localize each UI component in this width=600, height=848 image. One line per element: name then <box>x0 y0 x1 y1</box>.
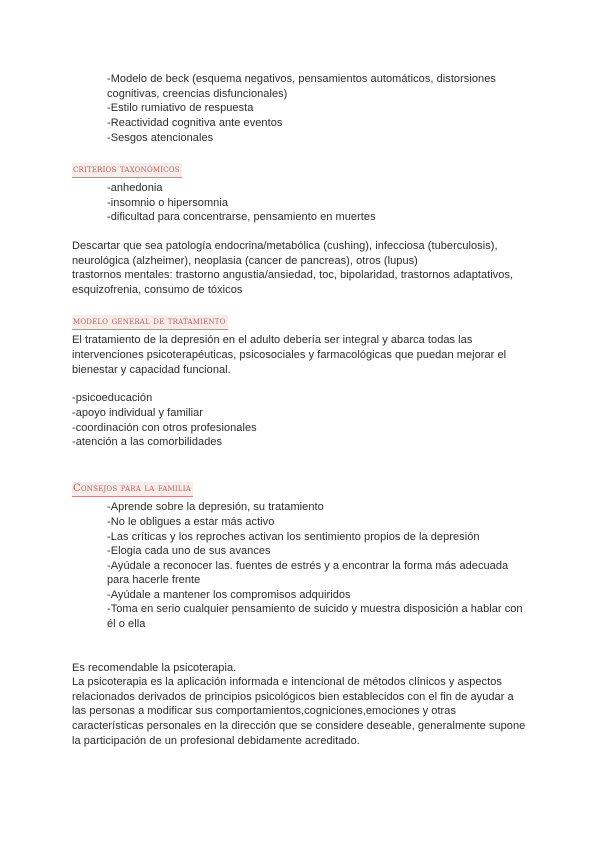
consejos-item: -Ayúdale a reconocer las. fuentes de estrés y a encontrar la forma más adecuada <box>107 560 509 572</box>
descartar-line: trastornos mentales: trastorno angustia/ansiedad, toc, bipolaridad, trastornos adaptativos, <box>72 269 514 281</box>
criterios-item: -dificultad para concentrarse, pensamiento en muertes <box>107 211 376 223</box>
criterios-heading: criterios taxonómicos <box>72 163 182 178</box>
consejos-item: -Elogia cada uno de sus avances <box>107 545 271 557</box>
modelo-paragraph-line: intervenciones psicoterapéuticas, psicosociales y farmacológicas que puedan mejorar el <box>72 349 507 361</box>
descartar-line: neurológica (alzheimer), neoplasia (cancer de pancreas), otros (lupus) <box>72 255 418 267</box>
descartar-line: esquizofrenia, consumo de tóxicos <box>72 284 243 296</box>
modelo-paragraph-line: bienestar y capacidad funcional. <box>72 364 231 376</box>
modelo-item: -apoyo individual y familiar <box>72 407 204 419</box>
descartar-line: Descartar que sea patología endocrina/metabólica (cushing), infecciosa (tuberculosis), <box>72 240 498 252</box>
consejos-item: él o ella <box>107 618 146 630</box>
modelo-item: -atención a las comorbilidades <box>72 436 223 448</box>
consejos-heading: Consejos para la familia <box>72 482 193 497</box>
modelo-item: -coordinación con otros profesionales <box>72 422 257 434</box>
intro-list-item: -Sesgos atencionales <box>107 132 214 144</box>
intro-list-item: cognitivas, creencias disfuncionales) <box>107 88 288 100</box>
consejos-item: -Aprende sobre la depresión, su tratamiento <box>107 501 324 513</box>
consejos-item: para hacerle frente <box>107 574 201 586</box>
psicoterapia-line: las personas a modificar sus comportamientos,cogniciones,emociones y otras <box>72 705 456 717</box>
consejos-item: -No le obligues a estar más activo <box>107 516 275 528</box>
psicoterapia-line: La psicoterapia es la aplicación informada e intencional de métodos clínicos y aspectos <box>72 676 502 688</box>
criterios-item: -anhedonia <box>107 182 163 194</box>
intro-list-item: -Estilo rumiativo de respuesta <box>107 102 254 114</box>
consejos-item: -Ayúdale a mantener los compromisos adquiridos <box>107 589 351 601</box>
criterios-item: -insomnio o hipersomnia <box>107 197 228 209</box>
psicoterapia-line: la participación de un profesional debidamente acreditado. <box>72 735 360 747</box>
psicoterapia-line: relacionados derivados de principios psicológicos bien establecidos con el fin de ayudar a <box>72 691 514 703</box>
modelo-heading: modelo general de tratamiento <box>72 315 228 330</box>
intro-list-item: -Modelo de beck (esquema negativos, pensamientos automáticos, distorsiones <box>107 73 496 85</box>
modelo-paragraph-line: El tratamiento de la depresión en el adulto debería ser integral y abarca todas las <box>72 334 473 346</box>
psicoterapia-line: características personales en la dirección que se considere deseable, generalmente supone <box>72 720 526 732</box>
modelo-item: -psicoeducación <box>72 392 153 404</box>
consejos-item: -Toma en serio cualquier pensamiento de suicido y muestra disposición a hablar con <box>107 603 523 615</box>
consejos-item: -Las críticas y los reproches activan los sentimiento propios de la depresión <box>107 531 480 543</box>
psicoterapia-line: Es recomendable la psicoterapia. <box>72 662 237 674</box>
intro-list-item: -Reactividad cognitiva ante eventos <box>107 117 283 129</box>
